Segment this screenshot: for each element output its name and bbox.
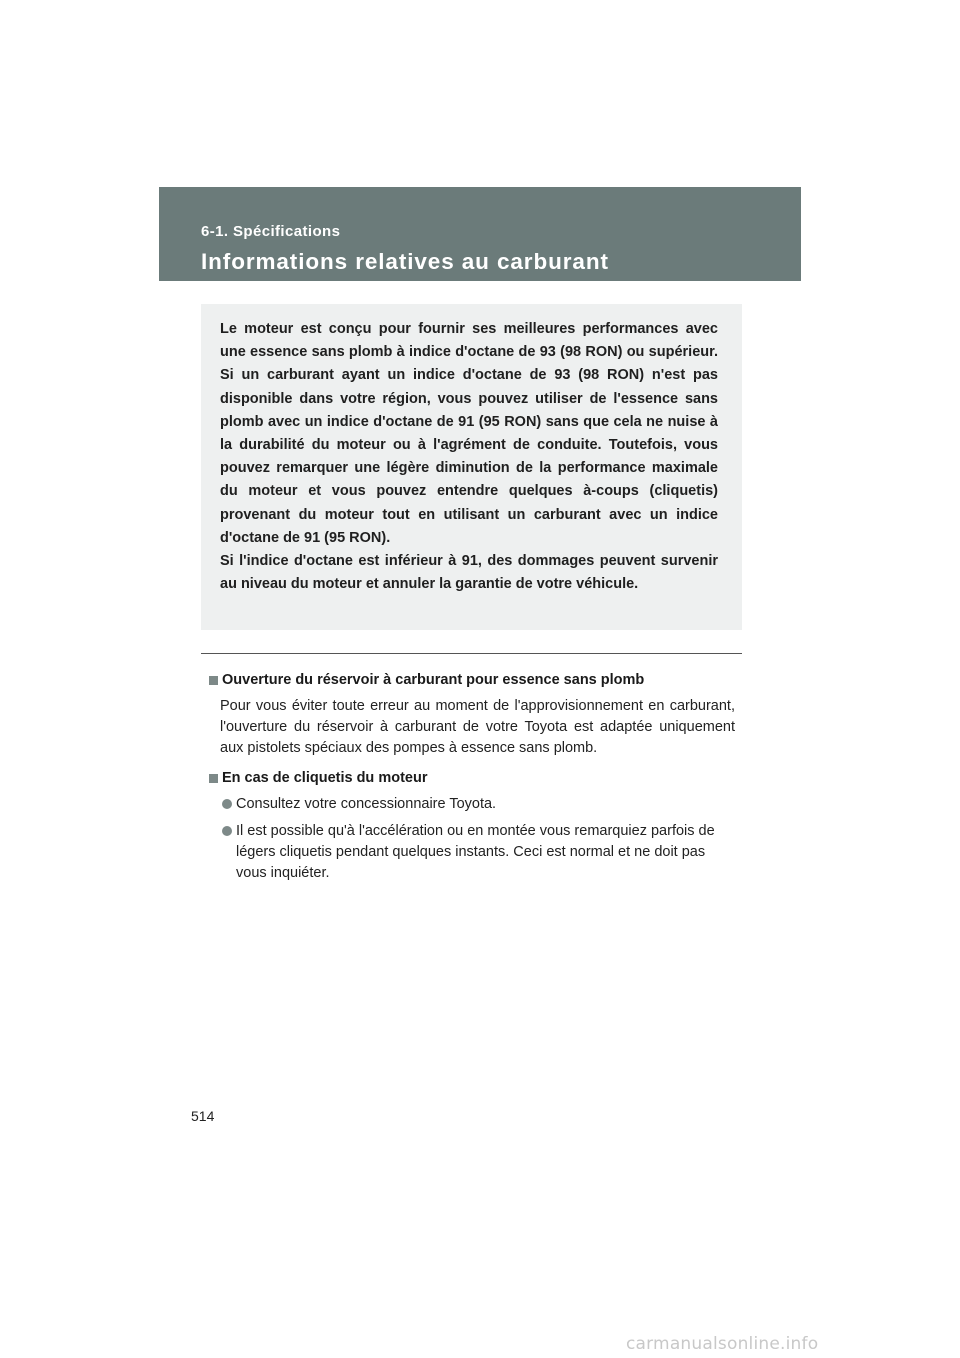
main-content — [209, 670, 735, 884]
intro-text-2: Si l'indice d'octane est inférieur à 91, des dommages peuvent survenir au niveau du moteur et annuler la garantie de votre véhicule. — [220, 553, 718, 593]
intro-box — [201, 304, 742, 630]
square-bullet-icon — [209, 774, 218, 783]
list-item-text: Consultez votre concessionnaire Toyota. — [236, 796, 497, 812]
square-bullet-icon — [209, 676, 218, 685]
section-divider — [201, 653, 742, 654]
list-item — [222, 794, 735, 815]
intro-text: Le moteur est conçu pour fournir ses meilleures performances avec une essence sans plomb à indice d'octane de 93 (98 RON) ou supérieur. Si un carburant ayant un indice d'octane de 93 (98 RON) n'est pas disponible dans votre région, vous pouvez utiliser de l'essence sans plomb avec un indice d'octane de 91 (95 RON) sans que cela ne nuise à la durabilité du moteur ou à l'agrément de conduite. Toutefois, vous pouvez remarquer une légère diminution de la performance maximale du moteur et vous pouvez entendre quelques à-coups (cliquetis) provenant du moteur tout en utilisant un carburant avec un indice d'octane de 91 (95 RON). — [220, 321, 718, 546]
page-number: 514 — [191, 1108, 215, 1124]
subheading-text: En cas de cliquetis du moteur — [222, 770, 428, 786]
subheading-engine-knocking — [209, 768, 735, 788]
subheading-fuel-tank-opening — [209, 670, 735, 690]
watermark: carmanualsonline.info — [626, 1334, 819, 1354]
list-item-text: Il est possible qu'à l'accélération ou en montée vous remarquiez parfois de légers cliquetis pendant quelques instants. Ceci est normal et ne doit pas vous inquiéter. — [236, 823, 715, 881]
list-item — [222, 821, 735, 884]
paragraph-fuel-tank-opening: Pour vous éviter toute erreur au moment de l'approvisionnement en carburant, l'ouverture du réservoir à carburant de votre Toyota est adaptée uniquement aux pistolets spéciaux des pompes à essence sans plomb. — [220, 698, 735, 756]
section-label: 6-1. Spécifications — [201, 223, 341, 240]
chapter-header — [159, 187, 801, 281]
page-title: Informations relatives au carburant — [201, 249, 609, 274]
round-bullet-icon — [222, 826, 232, 836]
subheading-text: Ouverture du réservoir à carburant pour essence sans plomb — [222, 672, 645, 688]
round-bullet-icon — [222, 799, 232, 809]
